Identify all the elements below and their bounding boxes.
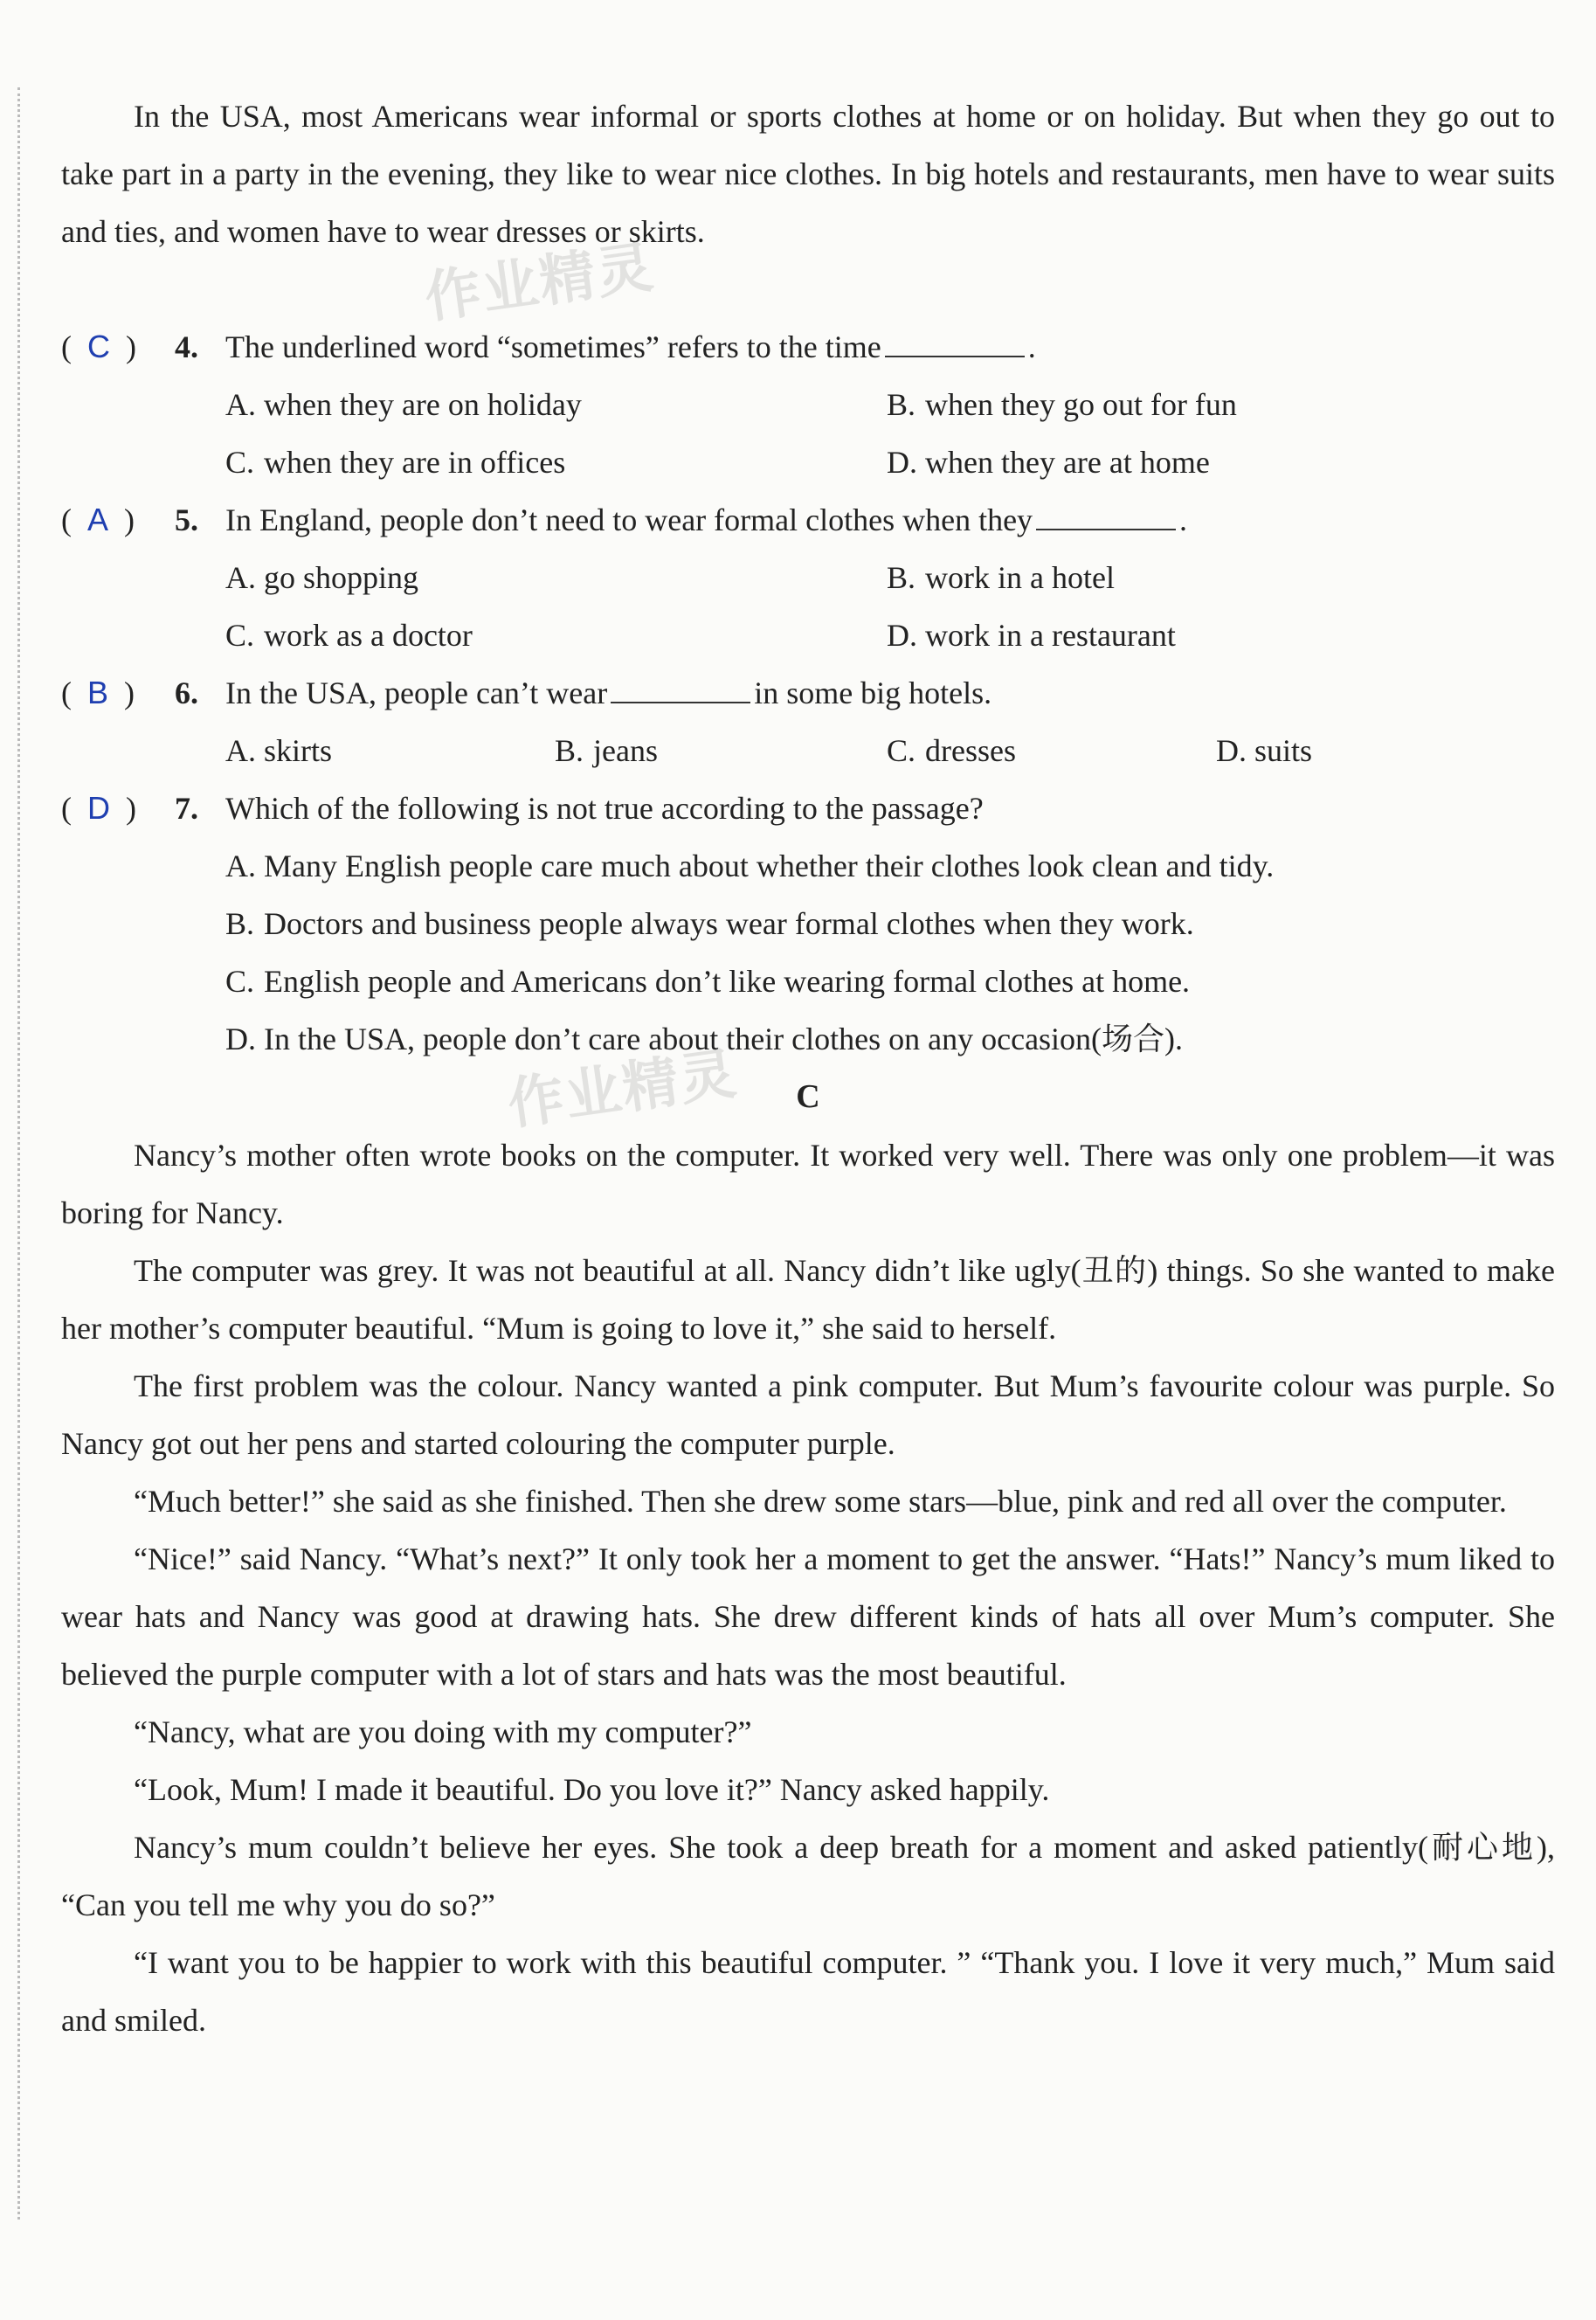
watermark: 作业精灵 [503, 1041, 742, 1138]
paragraph: The computer was grey. It was not beautiful at all. Nancy didn’t like ugly(丑的) things. So she wanted to make her mother’s computer beautiful. “Mum is going to love it,” she said to herself. [61, 1253, 1555, 1346]
option: C. dresses [887, 733, 1016, 768]
option: D. when they are at home [887, 445, 1210, 480]
passage-c [61, 1126, 1555, 2049]
option: B. jeans [555, 733, 658, 768]
answer-blank [885, 319, 1025, 357]
option: D. work in a restaurant [887, 618, 1176, 653]
answer-letter: D [87, 790, 110, 826]
question-number: 4. [175, 329, 198, 364]
question-number: 5. [175, 502, 198, 537]
question-text: In England, people don’t need to wear formal clothes when they [225, 502, 1033, 537]
question-number: 7. [175, 791, 198, 826]
question-stem: ( A ) 5. In England, people don’t need to wear formal clothes when they . [61, 491, 1555, 549]
passage-b-ending [61, 87, 1555, 260]
paragraph: “I want you to be happier to work with this beautiful computer. ” “Thank you. I love it very much,” Mum said and smiled. [61, 1945, 1555, 2038]
paragraph: In the USA, most Americans wear informal or sports clothes at home or on holiday. But when they go out to take part in a party in the evening, they like to wear nice clothes. In big hotels and restaurants, men have to wear suits and ties, and women have to wear dresses or skirts. [61, 99, 1555, 249]
option: A. go shopping [225, 560, 419, 595]
question-stem: ( C ) 4. The underlined word “sometimes” refers to the time . [61, 318, 1555, 376]
binding-margin-line [17, 87, 20, 2220]
answer-blank [611, 665, 750, 703]
question-stem [61, 779, 1555, 837]
option: A. skirts [225, 733, 333, 768]
question-stem: ( B ) 6. In the USA, people can’t wear in some big hotels. [61, 664, 1555, 722]
paragraph: The first problem was the colour. Nancy wanted a pink computer. But Mum’s favourite colour was purple. So Nancy got out her pens and started colouring the computer purple. [61, 1368, 1555, 1461]
answer-blank [1036, 492, 1176, 530]
question-text: Which of the following is not true according to the passage? [225, 791, 984, 826]
option: D. suits [1216, 733, 1313, 768]
answer-letter: C [87, 329, 110, 364]
option: A. Many English people care much about whether their clothes look clean and tidy. [225, 848, 1275, 883]
answer-bracket: ( A ) [61, 502, 135, 537]
answer-bracket: ( B ) [61, 675, 135, 710]
paragraph: “Nice!” said Nancy. “What’s next?” It only took her a moment to get the answer. “Hats!” Nancy’s mum liked to wear hats and Nancy was good at drawing hats. She drew different kinds of hats all over Mum’s computer. She believed the purple computer with a lot of stars and hats was the most beautiful. [61, 1541, 1555, 1692]
question-number: 6. [175, 675, 198, 710]
paragraph: Nancy’s mother often wrote books on the computer. It worked very well. There was only one problem—it was boring for Nancy. [61, 1138, 1555, 1230]
questions-block [61, 318, 1555, 1125]
option: C. English people and Americans don’t like wearing formal clothes at home. [225, 964, 1191, 999]
answer-letter: B [87, 675, 109, 710]
paragraph: “Much better!” she said as she finished. Then she drew some stars—blue, pink and red all over the computer. [134, 1484, 1507, 1519]
option: A. when they are on holiday [225, 387, 582, 422]
question-text: In the USA, people can’t wear [225, 675, 608, 710]
paragraph: Nancy’s mum couldn’t believe her eyes. She took a deep breath for a moment and asked patiently(耐心地), “Can you tell me why you do so?” [61, 1830, 1555, 1922]
section-heading: C [796, 1078, 820, 1115]
watermark: 作业精灵 [420, 234, 659, 331]
answer-letter: A [87, 502, 109, 537]
option: C. when they are in offices [225, 445, 566, 480]
paragraph: “Look, Mum! I made it beautiful. Do you love it?” Nancy asked happily. [134, 1772, 1050, 1807]
option: B. when they go out for fun [887, 387, 1237, 422]
answer-bracket: ( D ) [61, 790, 136, 826]
option: C. work as a doctor [225, 618, 473, 653]
option: B. Doctors and business people always wear formal clothes when they work. [225, 906, 1194, 941]
question-text: The underlined word “sometimes” refers to the time [225, 329, 881, 364]
paragraph: “Nancy, what are you doing with my computer?” [134, 1714, 752, 1749]
option: D. In the USA, people don’t care about their clothes on any occasion(场合). [225, 1021, 1184, 1056]
option: B. work in a hotel [887, 560, 1115, 595]
answer-bracket: ( C ) [61, 329, 136, 364]
